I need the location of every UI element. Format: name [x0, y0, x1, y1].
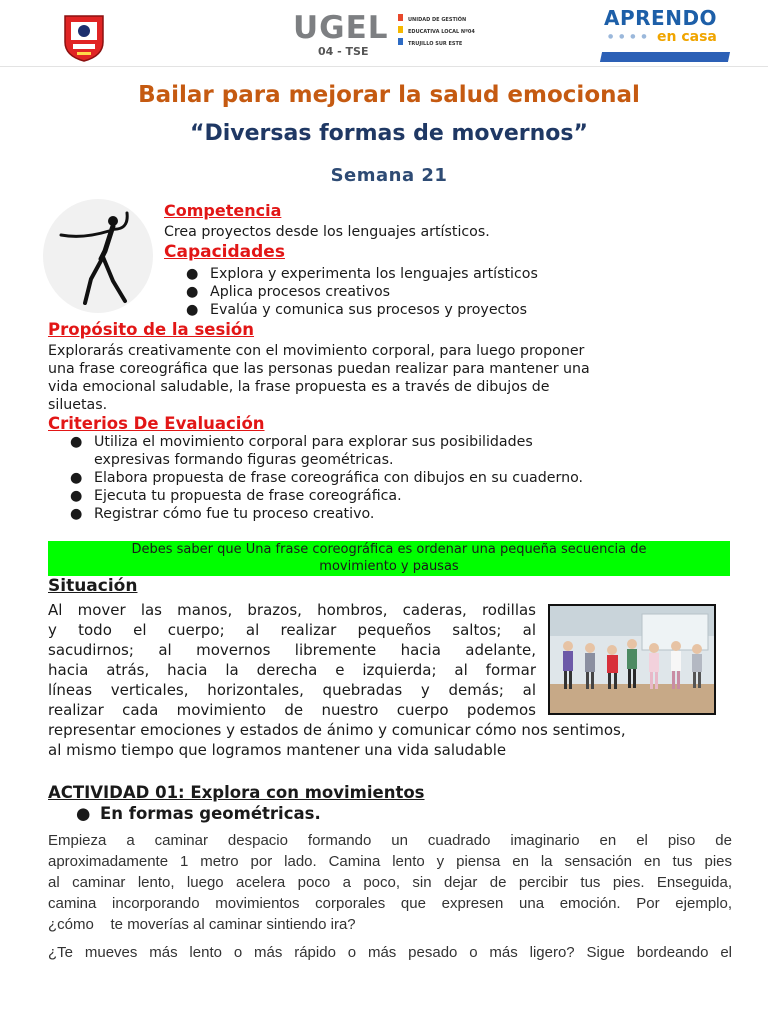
ugel-info-text — [408, 14, 475, 50]
ugel-info-line: EDUCATIVA LOCAL Nº04 — [408, 29, 475, 35]
header-divider — [0, 66, 768, 67]
bullet-icon: ● — [76, 804, 91, 823]
capacidad-item — [186, 265, 538, 283]
proposito-line: Explorarás creativamente con el movimiento corporal, para luego proponer — [48, 343, 585, 359]
criterio-text: Elabora propuesta de frase coreográfica con dibujos en su cuaderno. — [94, 470, 584, 486]
actividad-bullet — [76, 804, 321, 823]
situacion-line: representar emociones y estados de ánimo y comunicar cómo nos sentimos, — [48, 721, 626, 739]
criterio-item — [70, 505, 375, 523]
actividad-line: ¿Te mueves más lento o más rápido o más pesado o más ligero? Sigue bordeando el — [48, 944, 732, 961]
criterio-item — [70, 469, 584, 487]
dancer-silhouette-image — [43, 199, 153, 313]
ugel-info-line: TRUJILLO SUR ESTE — [408, 41, 463, 47]
bullet-icon: ● — [70, 434, 83, 450]
capacidades-heading: Capacidades — [164, 242, 285, 262]
criterio-item-continuation: expresivas formando figuras geométricas. — [94, 452, 394, 468]
capacidad-text: Explora y experimenta los lenguajes artísticos — [210, 266, 538, 282]
competencia-heading: Competencia — [164, 201, 282, 220]
ugel-bar-blue — [398, 38, 403, 45]
situacion-line: y todo el cuerpo; al realizar pequeños saltos; al — [48, 621, 536, 639]
bullet-icon: ● — [70, 488, 83, 504]
bullet-icon: ● — [70, 470, 83, 486]
ugel-bar-red — [398, 14, 403, 21]
ugel-info-line: UNIDAD DE GESTIÓN — [408, 17, 467, 23]
criterios-heading: Criterios De Evaluación — [48, 414, 265, 433]
callout-line: Debes saber que Una frase coreográfica es ordenar una pequeña secuencia de — [131, 542, 647, 557]
capacidad-text: Aplica procesos creativos — [210, 284, 391, 300]
actividad-bullet-text: En formas geométricas. — [100, 804, 321, 823]
capacidad-item — [186, 283, 391, 301]
actividad-line: ¿cómo te moverías al caminar sintiendo ira? — [48, 916, 356, 933]
proposito-heading: Propósito de la sesión — [48, 320, 255, 339]
capacidad-text: Evalúa y comunica sus procesos y proyectos — [210, 302, 527, 318]
situacion-line: sacudirnos; al movernos libremente hacia adelante, — [48, 641, 536, 659]
capacidad-item — [186, 301, 527, 319]
bullet-icon: ● — [186, 302, 199, 318]
proposito-line: una frase coreográfica que las personas puedan realizar para mantener una — [48, 361, 590, 377]
situacion-line: Al mover las manos, brazos, hombros, caderas, rodillas — [48, 601, 536, 619]
bullet-icon: ● — [186, 284, 199, 300]
criterio-text: Utiliza el movimiento corporal para explorar sus posibilidades — [94, 434, 533, 450]
criterio-item — [70, 433, 533, 451]
actividad-line: al caminar lento, luego acelera poco a poco, sin dejar de percibir tus pies. Enseguida, — [48, 874, 732, 891]
criterio-text: Ejecuta tu propuesta de frase coreográfica. — [94, 488, 402, 504]
dance-class-illustration — [550, 606, 714, 713]
ugel-logo-code: 04 - TSE — [318, 45, 369, 58]
ugel-color-bars — [398, 14, 403, 50]
criterio-text: Registrar cómo fue tu proceso creativo. — [94, 506, 375, 522]
situacion-line: hacia atrás, hacia la derecha e izquierda; al formar — [48, 661, 536, 679]
bullet-icon: ● — [186, 266, 199, 282]
situacion-line: al mismo tiempo que logramos mantener una vida saludable — [48, 741, 507, 759]
aprendo-logo-dots: ● ● ● ● — [608, 33, 649, 40]
aprendo-logo-subtitle: en casa — [657, 29, 717, 45]
situacion-line: realizar cada movimiento de nuestro cuerpo podemos — [48, 701, 536, 719]
highlight-callout — [48, 541, 730, 576]
competencia-text: Crea proyectos desde los lenguajes artísticos. — [164, 224, 490, 240]
actividad-line: aproximadamente 1 metro por lado. Camina lento y piensa en la sensación en tus pies — [48, 853, 732, 870]
actividad-line: Empieza a caminar despacio formando un cuadrado imaginario en el piso de — [48, 832, 732, 849]
aprendo-logo-title: APRENDO — [604, 6, 718, 30]
page-subtitle: “Diversas formas de movernos” — [190, 121, 588, 146]
actividad-line: camina incorporando movimientos corporales que expresen una emoción. Por ejemplo, — [48, 895, 732, 912]
page-header — [0, 0, 768, 66]
callout-line: movimiento y pausas — [319, 559, 459, 574]
proposito-line: vida emocional saludable, la frase propuesta es a través de dibujos de — [48, 379, 550, 395]
week-label: Semana 21 — [330, 165, 448, 186]
aprendo-logo-stripe — [600, 52, 730, 62]
proposito-line: siluetas. — [48, 397, 108, 413]
criterio-item — [70, 487, 402, 505]
ugel-bar-yellow — [398, 26, 403, 33]
ugel-logo-word: UGEL — [293, 10, 389, 46]
bullet-icon: ● — [70, 506, 83, 522]
page-title: Bailar para mejorar la salud emocional — [138, 82, 640, 108]
actividad-heading: ACTIVIDAD 01: Explora con movimientos — [48, 783, 425, 802]
situacion-heading: Situación — [48, 576, 138, 596]
situacion-line: líneas verticales, horizontales, quebradas y demás; al — [48, 681, 536, 699]
dance-class-photo — [548, 604, 716, 715]
regional-crest-icon — [63, 14, 105, 62]
